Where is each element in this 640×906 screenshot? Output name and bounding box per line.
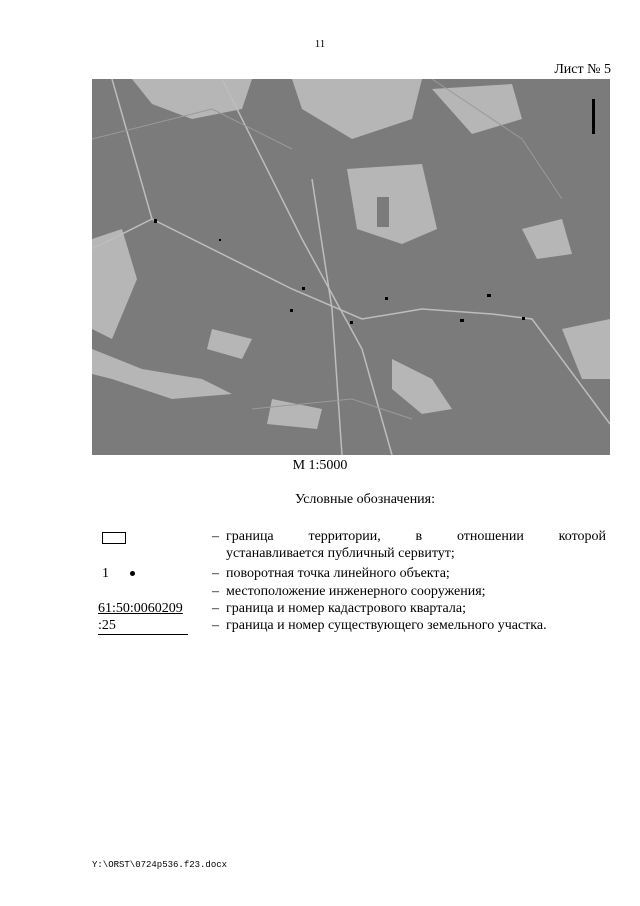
turning-point-number: 1 <box>102 566 109 581</box>
legend-item-boundary <box>96 528 608 562</box>
legend-text-line2: устанавливается публичный сервитут; <box>226 546 455 561</box>
map-image <box>92 79 610 455</box>
legend-text: граница и номер существующего земельного участка. <box>226 618 547 633</box>
boundary-rectangle-icon <box>102 532 126 544</box>
legend-text-line1: граница территории, в отношении которой <box>226 529 606 544</box>
map-scale: М 1:5000 <box>292 458 348 473</box>
footer-file-path: Y:\ORST\0724p536.f23.docx <box>92 860 228 870</box>
legend-text <box>226 528 606 562</box>
aerial-map <box>92 79 610 455</box>
legend-text: поворотная точка линейного объекта; <box>226 566 450 581</box>
legend-item-turning-point <box>96 565 608 582</box>
legend-item-land-plot <box>96 617 608 634</box>
legend-dash: – <box>212 584 219 599</box>
cadastral-quarter-number: 61:50:0060209 <box>98 601 183 616</box>
legend-text: местоположение инженерного сооружения; <box>226 584 486 599</box>
land-plot-number: :25 <box>98 617 188 635</box>
legend-item-cadastral-quarter <box>96 600 608 617</box>
legend-title: Условные обозначения: <box>294 492 436 507</box>
legend-dash: – <box>212 566 219 581</box>
legend-item-structure <box>96 583 608 600</box>
sheet-label: Лист № 5 <box>554 62 611 77</box>
legend-dash: – <box>212 529 219 544</box>
legend-dash: – <box>212 601 219 616</box>
legend-dash: – <box>212 618 219 633</box>
legend-text: граница и номер кадастрового квартала; <box>226 601 466 616</box>
turning-point-dot-icon <box>130 571 135 576</box>
page-number: 11 <box>314 38 326 50</box>
